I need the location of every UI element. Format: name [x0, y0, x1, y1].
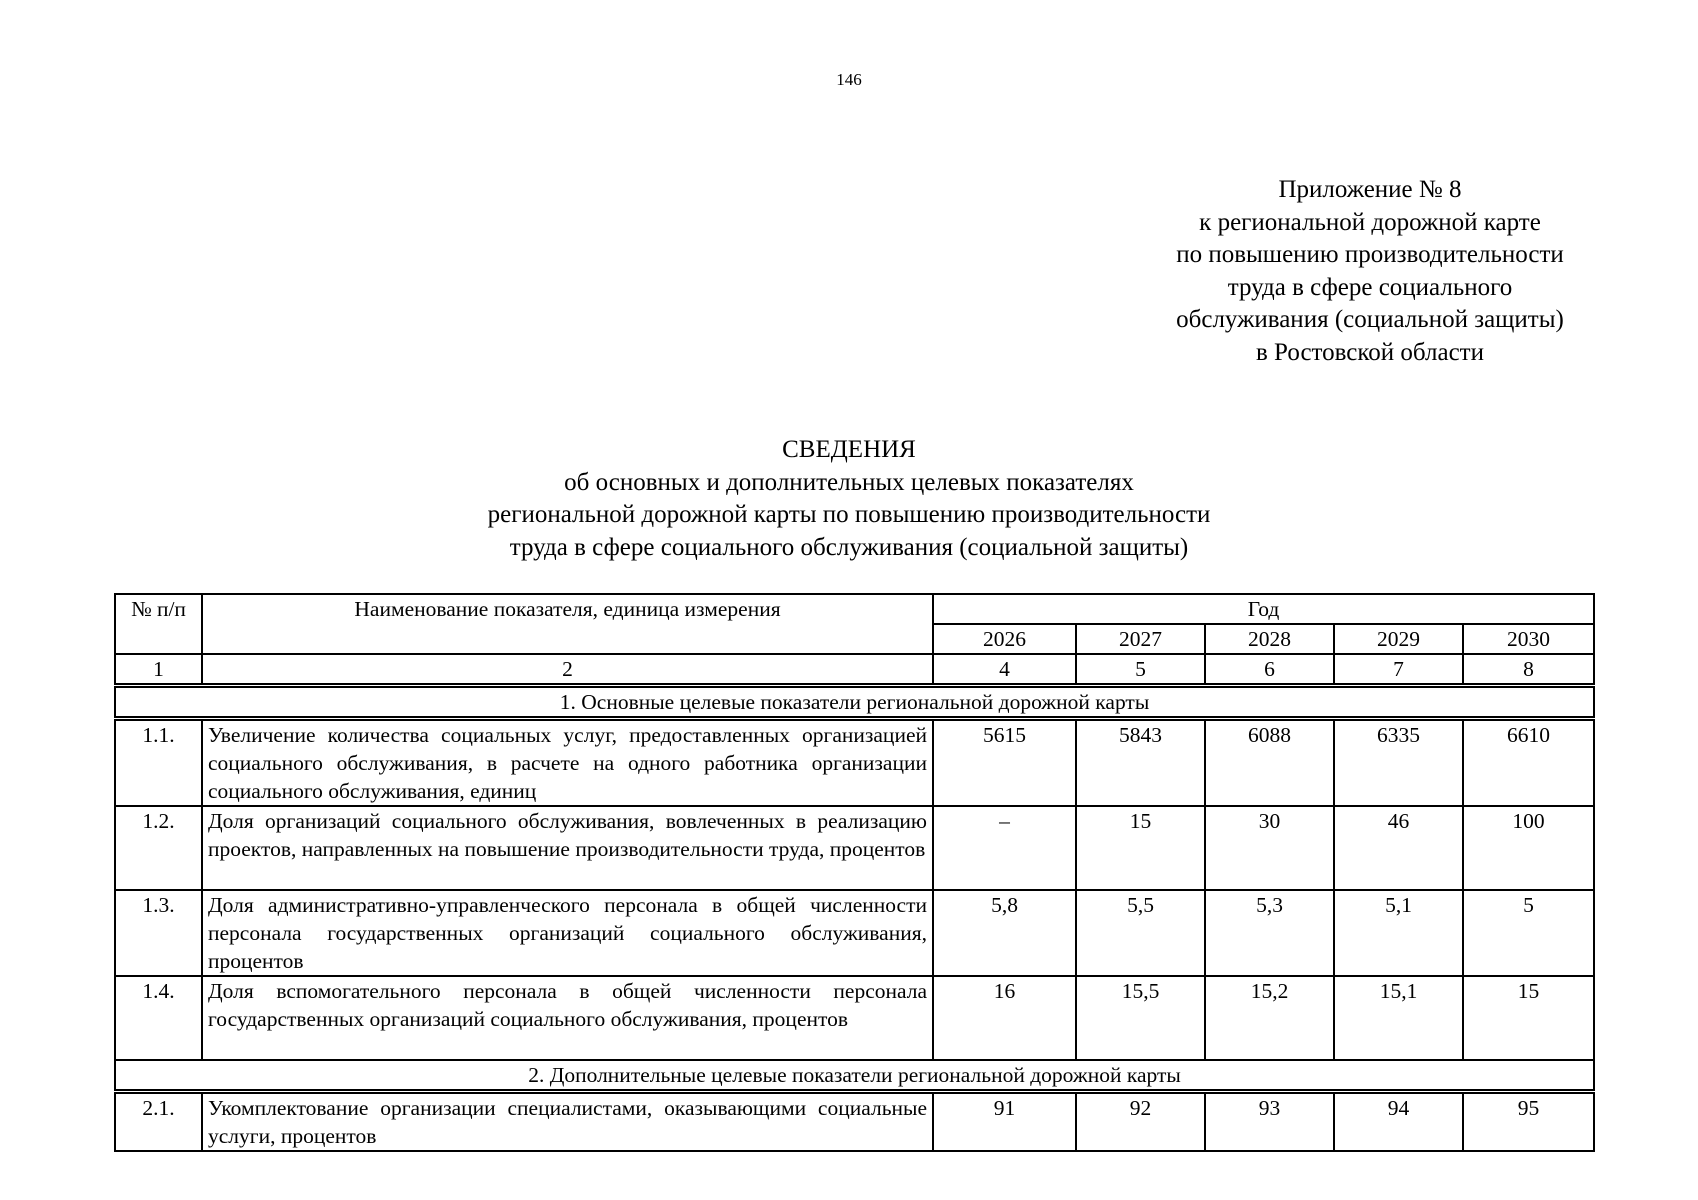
header-num: № п/п [115, 594, 202, 654]
title-line: труда в сфере социального обслуживания (социальной защиты) [509, 533, 1189, 561]
section-title: 2. Дополнительные целевые показатели региональной дорожной карты [115, 1060, 1594, 1092]
column-number: 6 [1205, 654, 1334, 686]
row-name: Доля административно-управленческого персонала в общей численности персонала государственных организаций социального обслуживания, процентов [202, 890, 933, 976]
section-row [115, 1060, 1594, 1092]
appendix-line: Приложение № 8 [1278, 176, 1462, 203]
header-year-cell: 2030 [1463, 624, 1594, 654]
header-year: Год [933, 594, 1594, 624]
appendix-line: обслуживания (социальной защиты) [1176, 306, 1564, 333]
column-number: 4 [933, 654, 1076, 686]
row-value: 92 [1076, 1092, 1205, 1152]
header-year-cell: 2027 [1076, 624, 1205, 654]
column-number: 5 [1076, 654, 1205, 686]
row-value: 94 [1334, 1092, 1463, 1152]
column-number: 1 [115, 654, 202, 686]
row-value: 16 [933, 976, 1076, 1060]
header-year-cell: 2029 [1334, 624, 1463, 654]
table-row [115, 719, 1594, 807]
row-value: 15 [1076, 806, 1205, 890]
row-value: 15,5 [1076, 976, 1205, 1060]
row-value: 6610 [1463, 719, 1594, 807]
row-value: 91 [933, 1092, 1076, 1152]
title-heading: СВЕДЕНИЯ [782, 436, 916, 463]
title-line: об основных и дополнительных целевых показателях [564, 468, 1134, 496]
column-number: 8 [1463, 654, 1594, 686]
row-name: Увеличение количества социальных услуг, предоставленных организацией социального обслуживания, в расчете на одного работника организации социального обслуживания, единиц [202, 719, 933, 807]
document-title [0, 434, 1698, 564]
row-value: 15,1 [1334, 976, 1463, 1060]
column-number: 7 [1334, 654, 1463, 686]
row-name: Укомплектование организации специалистами, оказывающими социальные услуги, процентов [202, 1092, 933, 1152]
row-name: Доля организаций социального обслуживания, вовлеченных в реализацию проектов, направленных на повышение производительности труда, процентов [202, 806, 933, 890]
row-value: 5615 [933, 719, 1076, 807]
row-value: 30 [1205, 806, 1334, 890]
header-name: Наименование показателя, единица измерения [202, 594, 933, 654]
row-value: 46 [1334, 806, 1463, 890]
appendix-line: по повышению производительности [1176, 241, 1564, 268]
row-value: 93 [1205, 1092, 1334, 1152]
row-value: 6335 [1334, 719, 1463, 807]
row-value: 100 [1463, 806, 1594, 890]
row-num: 1.4. [115, 976, 202, 1060]
table-row [115, 976, 1594, 1060]
page-number: 146 [836, 70, 862, 89]
row-value: 5,8 [933, 890, 1076, 976]
appendix-line: труда в сфере социального [1227, 273, 1513, 301]
row-name: Доля вспомогательного персонала в общей численности персонала государственных организаций социального обслуживания, процентов [202, 976, 933, 1060]
row-num: 1.2. [115, 806, 202, 890]
table-row [115, 890, 1594, 976]
column-number: 2 [202, 654, 933, 686]
row-num: 1.1. [115, 719, 202, 807]
row-value: 5,5 [1076, 890, 1205, 976]
title-line: региональной дорожной карты по повышению производительности [487, 501, 1211, 528]
row-value: – [933, 806, 1076, 890]
row-value: 15,2 [1205, 976, 1334, 1060]
header-row [115, 594, 1594, 624]
column-numbers-row [115, 654, 1594, 686]
row-value: 5 [1463, 890, 1594, 976]
header-year-cell: 2026 [933, 624, 1076, 654]
row-value: 5,1 [1334, 890, 1463, 976]
row-num: 1.3. [115, 890, 202, 976]
appendix-block [1130, 174, 1610, 369]
row-value: 95 [1463, 1092, 1594, 1152]
row-value: 5843 [1076, 719, 1205, 807]
row-value: 6088 [1205, 719, 1334, 807]
row-value: 5,3 [1205, 890, 1334, 976]
section-title: 1. Основные целевые показатели региональной дорожной карты [115, 686, 1594, 719]
appendix-line: в Ростовской области [1256, 338, 1484, 366]
appendix-line: к региональной дорожной карте [1199, 208, 1541, 236]
table-row [115, 1092, 1594, 1152]
section-row [115, 686, 1594, 719]
table-row [115, 806, 1594, 890]
header-year-cell: 2028 [1205, 624, 1334, 654]
row-value: 15 [1463, 976, 1594, 1060]
indicators-table [114, 593, 1595, 1152]
row-num: 2.1. [115, 1092, 202, 1152]
